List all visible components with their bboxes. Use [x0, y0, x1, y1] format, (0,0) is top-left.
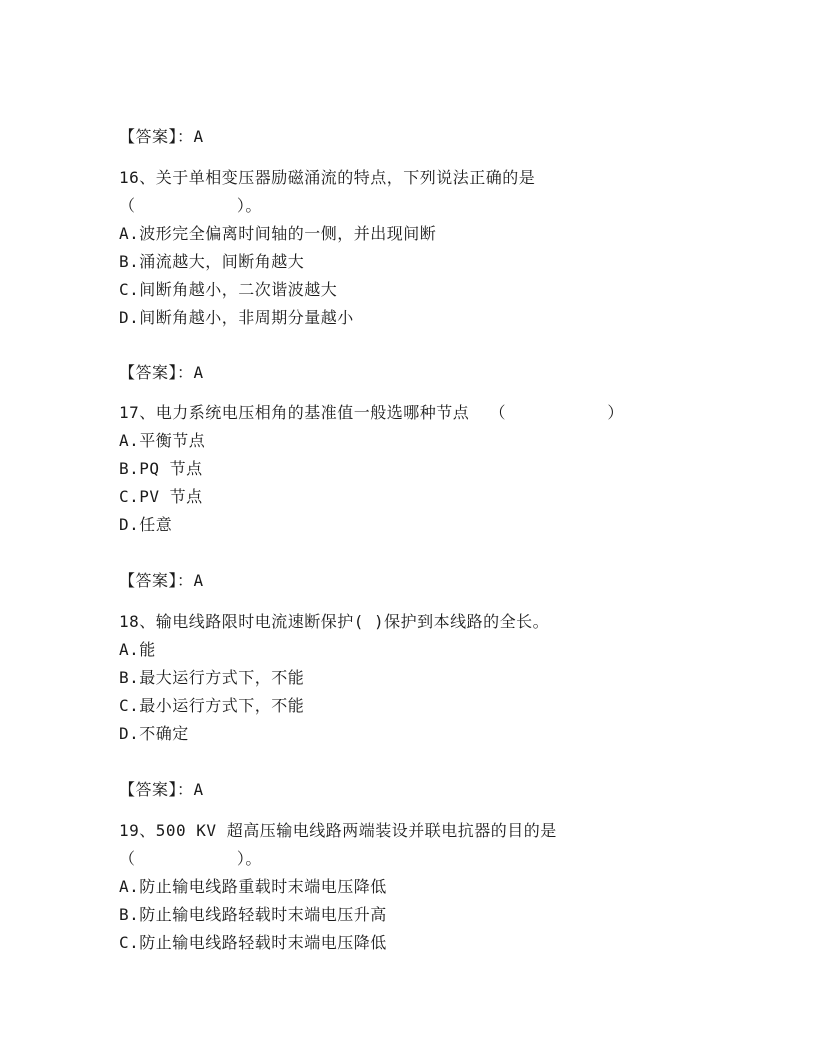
- question-17-stem: 17、电力系统电压相角的基准值一般选哪种节点 （ ）: [119, 403, 624, 422]
- question-16-option-d: D.间断角越小，非周期分量越小: [119, 308, 354, 327]
- question-17-option-d: D.任意: [119, 515, 173, 534]
- question-18-option-b: B.最大运行方式下，不能: [119, 668, 305, 687]
- question-18-option-a: A.能: [119, 640, 156, 659]
- answer-label: 【答案】：A: [119, 780, 204, 799]
- question-16-stem: 16、关于单相变压器励磁涌流的特点，下列说法正确的是: [119, 168, 536, 187]
- answer-label: 【答案】：A: [119, 363, 204, 382]
- question-19-stem: 19、500 KV 超高压输电线路两端装设并联电抗器的目的是: [119, 821, 557, 840]
- question-18-option-c: C.最小运行方式下，不能: [119, 696, 305, 715]
- answer-label: 【答案】：A: [119, 127, 204, 146]
- question-17-option-b: B.PQ 节点: [119, 459, 203, 478]
- question-16-option-b: B.涌流越大，间断角越大: [119, 252, 305, 271]
- question-18-stem: 18、输电线路限时电流速断保护( )保护到本线路的全长。: [119, 612, 550, 631]
- question-17-option-c: C.PV 节点: [119, 487, 203, 506]
- question-16-blank: （ ）。: [119, 196, 262, 215]
- answer-label: 【答案】：A: [119, 571, 204, 590]
- question-19-option-a: A.防止输电线路重载时末端电压降低: [119, 877, 387, 896]
- question-16-option-c: C.间断角越小，二次谐波越大: [119, 280, 338, 299]
- question-16-option-a: A.波形完全偏离时间轴的一侧，并出现间断: [119, 224, 437, 243]
- question-19-option-b: B.防止输电线路轻载时末端电压升高: [119, 905, 387, 924]
- question-19-blank: （ ）。: [119, 849, 262, 868]
- question-19-option-c: C.防止输电线路轻载时末端电压降低: [119, 933, 387, 952]
- question-18-option-d: D.不确定: [119, 724, 189, 743]
- question-17-option-a: A.平衡节点: [119, 431, 206, 450]
